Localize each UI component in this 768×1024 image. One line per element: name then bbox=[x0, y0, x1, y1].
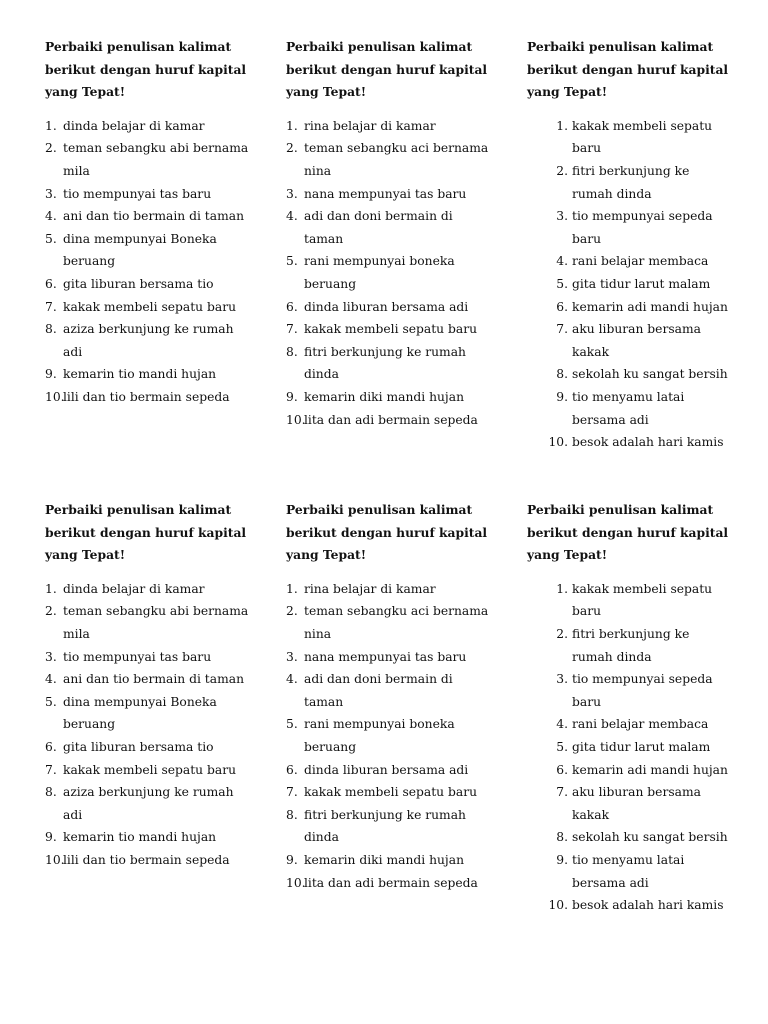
sentence-item bbox=[527, 205, 742, 250]
item-sentence: kemarin adi mandi hujan bbox=[572, 762, 728, 777]
item-number: 2. bbox=[556, 163, 568, 178]
sentence-item bbox=[286, 759, 501, 782]
item-sentence: dina mempunyai Boneka beruang bbox=[63, 231, 217, 269]
sentence-item bbox=[45, 296, 260, 319]
item-number: 8. bbox=[45, 322, 57, 337]
item-sentence: aku liburan bersama kakak bbox=[572, 322, 701, 359]
item-number: 9. bbox=[556, 852, 568, 867]
item-sentence: teman sebangku aci bernama nina bbox=[304, 141, 489, 178]
item-number: 7. bbox=[556, 785, 568, 800]
item-sentence: kakak membeli sepatu baru bbox=[572, 118, 713, 156]
sentence-list bbox=[45, 115, 260, 409]
sentence-list bbox=[527, 578, 742, 917]
sentence-item bbox=[45, 205, 260, 228]
sentence-item bbox=[527, 668, 742, 713]
sentence-item bbox=[45, 578, 260, 601]
item-sentence: kakak membeli sepatu baru bbox=[304, 322, 478, 337]
item-number: 2. bbox=[45, 604, 57, 619]
item-number: 2. bbox=[286, 604, 298, 619]
item-number: 4. bbox=[556, 717, 568, 732]
sentence-item bbox=[286, 849, 501, 872]
item-number: 6. bbox=[286, 299, 298, 314]
worksheet-instruction: Perbaiki penulisan kalimat berikut dengan huruf kapital yang Tepat! bbox=[45, 502, 247, 563]
item-number: 3. bbox=[45, 186, 57, 201]
item-number: 9. bbox=[286, 852, 298, 867]
item-number: 10. bbox=[45, 852, 65, 867]
sentence-item bbox=[527, 623, 742, 668]
sentence-item bbox=[527, 781, 742, 826]
item-number: 1. bbox=[45, 118, 57, 133]
sentence-item bbox=[527, 273, 742, 296]
item-sentence: rani belajar membaca bbox=[572, 717, 709, 732]
item-sentence: aziza berkunjung ke rumah adi bbox=[63, 785, 234, 822]
sentence-item bbox=[45, 826, 260, 849]
item-sentence: gita liburan bersama tio bbox=[63, 739, 214, 754]
sentence-item bbox=[286, 781, 501, 804]
item-number: 8. bbox=[286, 344, 298, 359]
sentence-item bbox=[286, 250, 501, 295]
item-sentence: rani mempunyai boneka beruang bbox=[304, 717, 455, 754]
item-sentence: lili dan tio bermain sepeda bbox=[63, 389, 230, 404]
item-sentence: nana mempunyai tas baru bbox=[304, 186, 467, 201]
item-sentence: tio mempunyai sepeda baru bbox=[572, 209, 713, 246]
sentence-item bbox=[45, 849, 260, 872]
sentence-item bbox=[286, 115, 501, 138]
item-sentence: ani dan tio bermain di taman bbox=[63, 209, 244, 224]
sentence-item bbox=[286, 804, 501, 849]
item-sentence: rina belajar di kamar bbox=[304, 581, 436, 596]
item-number: 3. bbox=[286, 186, 298, 201]
item-sentence: besok adalah hari kamis bbox=[572, 435, 724, 450]
sentence-item bbox=[527, 894, 742, 917]
item-number: 1. bbox=[286, 118, 298, 133]
item-sentence: fitri berkunjung ke rumah dinda bbox=[304, 344, 466, 382]
sentence-item bbox=[527, 578, 742, 623]
sentence-item bbox=[45, 228, 260, 273]
sentence-item bbox=[527, 849, 742, 894]
sentence-item bbox=[45, 183, 260, 206]
item-sentence: kemarin tio mandi hujan bbox=[63, 830, 217, 845]
item-sentence: tio menyamu latai bersama adi bbox=[572, 852, 685, 890]
item-sentence: rani mempunyai boneka beruang bbox=[304, 254, 455, 291]
sentence-item bbox=[45, 736, 260, 759]
item-number: 6. bbox=[556, 762, 568, 777]
item-number: 5. bbox=[556, 276, 568, 291]
item-sentence: nana mempunyai tas baru bbox=[304, 649, 467, 664]
item-number: 4. bbox=[286, 672, 298, 687]
item-number: 10. bbox=[548, 898, 568, 913]
item-number: 8. bbox=[45, 785, 57, 800]
item-sentence: rani belajar membaca bbox=[572, 254, 709, 269]
item-number: 7. bbox=[286, 785, 298, 800]
worksheet-instruction: Perbaiki penulisan kalimat berikut dengan huruf kapital yang Tepat! bbox=[45, 39, 247, 100]
item-number: 6. bbox=[45, 276, 57, 291]
item-sentence: dinda liburan bersama adi bbox=[304, 299, 469, 314]
item-sentence: gita tidur larut malam bbox=[572, 739, 711, 754]
item-sentence: lita dan adi bermain sepeda bbox=[304, 412, 478, 427]
sentence-item bbox=[527, 160, 742, 205]
sentence-list bbox=[286, 115, 501, 431]
item-sentence: lita dan adi bermain sepeda bbox=[304, 875, 478, 890]
item-sentence: kemarin diki mandi hujan bbox=[304, 852, 464, 867]
item-number: 8. bbox=[556, 367, 568, 382]
sentence-item bbox=[286, 386, 501, 409]
item-number: 5. bbox=[286, 254, 298, 269]
item-number: 3. bbox=[45, 649, 57, 664]
item-number: 7. bbox=[45, 299, 57, 314]
sentence-list bbox=[45, 578, 260, 872]
item-sentence: adi dan doni bermain di taman bbox=[304, 209, 453, 246]
item-number: 6. bbox=[286, 762, 298, 777]
item-number: 7. bbox=[556, 322, 568, 337]
item-sentence: ani dan tio bermain di taman bbox=[63, 672, 244, 687]
sentence-item bbox=[45, 273, 260, 296]
item-sentence: kakak membeli sepatu baru bbox=[304, 785, 478, 800]
item-sentence: fitri berkunjung ke rumah dinda bbox=[572, 163, 690, 201]
sentence-item bbox=[45, 646, 260, 669]
item-number: 7. bbox=[45, 762, 57, 777]
item-number: 2. bbox=[45, 141, 57, 156]
sentence-item bbox=[286, 668, 501, 713]
item-sentence: kakak membeli sepatu baru bbox=[63, 762, 237, 777]
item-sentence: kemarin diki mandi hujan bbox=[304, 389, 464, 404]
sentence-item bbox=[286, 137, 501, 182]
item-sentence: dinda liburan bersama adi bbox=[304, 762, 469, 777]
item-number: 5. bbox=[286, 717, 298, 732]
item-number: 1. bbox=[556, 118, 568, 133]
item-number: 6. bbox=[556, 299, 568, 314]
sentence-item bbox=[527, 431, 742, 454]
item-sentence: lili dan tio bermain sepeda bbox=[63, 852, 230, 867]
sentence-item bbox=[527, 736, 742, 759]
item-sentence: dinda belajar di kamar bbox=[63, 581, 205, 596]
item-number: 9. bbox=[286, 389, 298, 404]
sentence-list bbox=[527, 115, 742, 454]
item-sentence: tio mempunyai tas baru bbox=[63, 649, 212, 664]
sentence-item bbox=[45, 386, 260, 409]
worksheet-card bbox=[45, 36, 260, 409]
item-sentence: tio mempunyai tas baru bbox=[63, 186, 212, 201]
item-sentence: teman sebangku abi bernama mila bbox=[63, 604, 249, 641]
item-number: 8. bbox=[556, 830, 568, 845]
sentence-item bbox=[45, 363, 260, 386]
worksheet-card bbox=[286, 499, 501, 894]
item-number: 4. bbox=[556, 254, 568, 269]
item-sentence: teman sebangku aci bernama nina bbox=[304, 604, 489, 641]
item-number: 3. bbox=[286, 649, 298, 664]
sentence-item bbox=[286, 183, 501, 206]
sentence-item bbox=[286, 341, 501, 386]
sentence-item bbox=[286, 713, 501, 758]
worksheet-card bbox=[527, 499, 742, 917]
sentence-item bbox=[45, 115, 260, 138]
item-sentence: teman sebangku abi bernama mila bbox=[63, 141, 249, 178]
item-number: 7. bbox=[286, 322, 298, 337]
worksheet-instruction: Perbaiki penulisan kalimat berikut dengan huruf kapital yang Tepat! bbox=[286, 39, 488, 100]
item-sentence: sekolah ku sangat bersih bbox=[572, 367, 728, 382]
item-number: 6. bbox=[45, 739, 57, 754]
worksheet-row-bottom bbox=[0, 499, 768, 939]
worksheet-row-top bbox=[0, 36, 768, 476]
worksheet-instruction: Perbaiki penulisan kalimat berikut dengan huruf kapital yang Tepat! bbox=[527, 39, 729, 100]
worksheet-card bbox=[286, 36, 501, 431]
item-sentence: fitri berkunjung ke rumah dinda bbox=[304, 807, 466, 845]
sentence-item bbox=[45, 759, 260, 782]
sentence-item bbox=[286, 600, 501, 645]
sentence-item bbox=[527, 318, 742, 363]
sentence-item bbox=[286, 872, 501, 895]
sentence-item bbox=[527, 363, 742, 386]
item-number: 4. bbox=[45, 209, 57, 224]
item-sentence: besok adalah hari kamis bbox=[572, 898, 724, 913]
worksheet-instruction: Perbaiki penulisan kalimat berikut dengan huruf kapital yang Tepat! bbox=[527, 502, 729, 563]
worksheet-card bbox=[45, 499, 260, 872]
item-number: 10. bbox=[548, 435, 568, 450]
item-number: 9. bbox=[45, 367, 57, 382]
sentence-list bbox=[286, 578, 501, 894]
item-number: 2. bbox=[556, 626, 568, 641]
sentence-item bbox=[527, 826, 742, 849]
item-sentence: dina mempunyai Boneka beruang bbox=[63, 694, 217, 732]
item-number: 1. bbox=[286, 581, 298, 596]
sentence-item bbox=[527, 250, 742, 273]
sentence-item bbox=[286, 646, 501, 669]
worksheet-card bbox=[527, 36, 742, 454]
item-number: 1. bbox=[45, 581, 57, 596]
item-sentence: tio menyamu latai bersama adi bbox=[572, 389, 685, 427]
item-number: 10. bbox=[45, 389, 65, 404]
sentence-item bbox=[45, 318, 260, 363]
sentence-item bbox=[286, 578, 501, 601]
item-number: 9. bbox=[556, 389, 568, 404]
sentence-item bbox=[45, 137, 260, 182]
item-number: 3. bbox=[556, 209, 568, 224]
item-sentence: kemarin adi mandi hujan bbox=[572, 299, 728, 314]
sentence-item bbox=[527, 296, 742, 319]
sentence-item bbox=[527, 386, 742, 431]
item-sentence: fitri berkunjung ke rumah dinda bbox=[572, 626, 690, 664]
item-number: 2. bbox=[286, 141, 298, 156]
item-number: 5. bbox=[45, 694, 57, 709]
item-number: 5. bbox=[556, 739, 568, 754]
item-number: 3. bbox=[556, 672, 568, 687]
sentence-item bbox=[527, 115, 742, 160]
sentence-item bbox=[286, 205, 501, 250]
sentence-item bbox=[45, 781, 260, 826]
sentence-item bbox=[527, 713, 742, 736]
item-sentence: aku liburan bersama kakak bbox=[572, 785, 701, 822]
item-number: 10. bbox=[286, 412, 306, 427]
sentence-item bbox=[45, 600, 260, 645]
item-sentence: tio mempunyai sepeda baru bbox=[572, 672, 713, 709]
item-number: 4. bbox=[45, 672, 57, 687]
item-sentence: kemarin tio mandi hujan bbox=[63, 367, 217, 382]
item-sentence: gita liburan bersama tio bbox=[63, 276, 214, 291]
sentence-item bbox=[45, 668, 260, 691]
item-sentence: adi dan doni bermain di taman bbox=[304, 672, 453, 709]
item-sentence: aziza berkunjung ke rumah adi bbox=[63, 322, 234, 359]
item-sentence: dinda belajar di kamar bbox=[63, 118, 205, 133]
item-number: 10. bbox=[286, 875, 306, 890]
item-sentence: sekolah ku sangat bersih bbox=[572, 830, 728, 845]
item-sentence: kakak membeli sepatu baru bbox=[572, 581, 713, 619]
item-number: 4. bbox=[286, 209, 298, 224]
item-number: 5. bbox=[45, 231, 57, 246]
item-number: 8. bbox=[286, 807, 298, 822]
item-sentence: rina belajar di kamar bbox=[304, 118, 436, 133]
sentence-item bbox=[286, 296, 501, 319]
sentence-item bbox=[286, 409, 501, 432]
sentence-item bbox=[527, 759, 742, 782]
sentence-item bbox=[45, 691, 260, 736]
item-sentence: gita tidur larut malam bbox=[572, 276, 711, 291]
worksheet-instruction: Perbaiki penulisan kalimat berikut dengan huruf kapital yang Tepat! bbox=[286, 502, 488, 563]
item-number: 9. bbox=[45, 830, 57, 845]
sentence-item bbox=[286, 318, 501, 341]
item-number: 1. bbox=[556, 581, 568, 596]
item-sentence: kakak membeli sepatu baru bbox=[63, 299, 237, 314]
